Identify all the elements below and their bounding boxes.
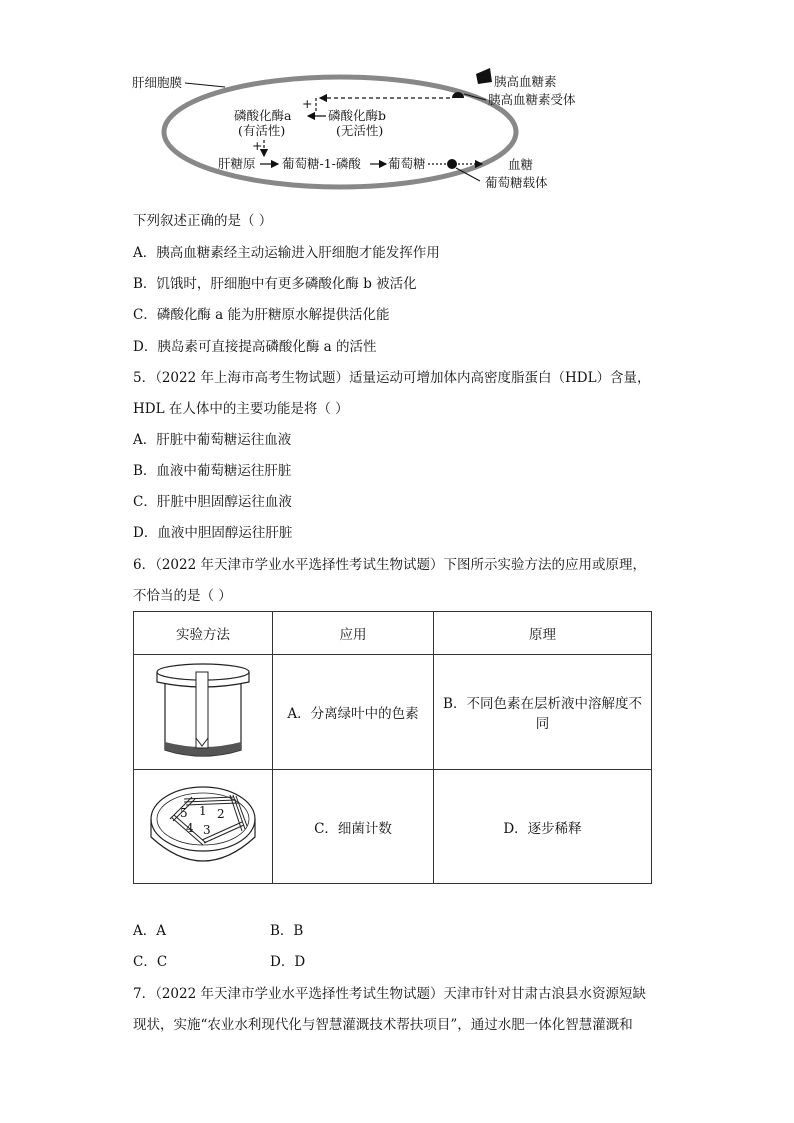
q6-answer-d: D．D (270, 954, 306, 970)
chromatography-beaker-icon (148, 658, 258, 762)
q6-stem-line1: 6．（2022 年天津市学业水平选择性考试生物试题）下图所示实验方法的应用或原理， (133, 557, 646, 573)
row1-application: A．分离绿叶中的色素 (273, 655, 434, 770)
q5-option-d: D．血液中胆固醇运往肝脏 (133, 525, 293, 541)
header-principle: 原理 (434, 612, 652, 655)
enzyme-a-state: (有活性) (238, 123, 286, 138)
plus-sign-1: + (302, 96, 313, 111)
q7-stem-line1: 7．（2022 年天津市学业水平选择性考试生物试题）天津市针对甘肃古浪县水资源短缺 (133, 986, 646, 1002)
enzyme-b-state: (无活性) (336, 123, 384, 138)
q5-option-a: A．肝脏中葡萄糖运往血液 (133, 432, 292, 448)
header-application: 应用 (273, 612, 434, 655)
q4-option-c: C．磷酸化酶 a 能为肝糖原水解提供活化能 (133, 307, 390, 323)
streak-plate-cell (134, 770, 273, 884)
q4-stem: 下列叙述正确的是（ ） (133, 213, 273, 229)
plate-number-1: 1 (199, 803, 207, 818)
plate-number-4: 4 (186, 820, 194, 835)
row2-application: C．细菌计数 (273, 770, 434, 884)
glucose-carrier-dot (447, 159, 457, 169)
glucagon-label: 胰高血糖素 (494, 74, 557, 89)
streak-plate-icon (144, 775, 262, 875)
glucagon-shape (476, 68, 492, 84)
q6-stem-line2: 不恰当的是（ ） (133, 588, 232, 604)
q4-option-d: D．胰岛素可直接提高磷酸化酶 a 的活性 (133, 339, 377, 355)
plate-number-5: 5 (180, 805, 188, 820)
q5-option-b: B．血液中葡萄糖运往肝脏 (133, 463, 292, 479)
glucagon-signaling-diagram (130, 60, 600, 200)
glucose-label: 葡萄糖 (388, 156, 426, 171)
q6-answer-b: B．B (270, 923, 304, 939)
chromatography-cell (134, 655, 273, 770)
glucose-carrier-label: 葡萄糖载体 (485, 175, 548, 190)
g1p-label: 葡萄糖-1-磷酸 (282, 156, 361, 171)
plate-number-2: 2 (217, 806, 225, 821)
glycogen-label: 肝糖原 (218, 156, 256, 171)
q4-option-b: B．饥饿时，肝细胞中有更多磷酸化酶 b 被活化 (133, 276, 417, 292)
q5-option-c: C．肝脏中胆固醇运往血液 (133, 494, 292, 510)
row2-principle: D．逐步稀释 (434, 770, 652, 884)
plate-number-3: 3 (203, 822, 211, 837)
q6-answer-c: C．C (133, 954, 168, 970)
enzyme-b: 磷酸化酶b (328, 108, 387, 123)
header-method: 实验方法 (134, 612, 273, 655)
receptor-label: 胰高血糖素受体 (488, 92, 576, 107)
enzyme-a: 磷酸化酶a (234, 108, 292, 123)
q6-answer-a: A．A (133, 923, 166, 939)
q7-stem-line2: 现状，实施“农业水利现代化与智慧灌溉技术帮扶项目”，通过水肥一体化智慧灌溉和 (133, 1017, 633, 1033)
plus-sign-2: + (252, 138, 263, 153)
q5-stem-line1: 5．（2022 年上海市高考生物试题）适量运动可增加体内高密度脂蛋白（HDL）含量， (133, 370, 651, 386)
q4-option-a: A．胰高血糖素经主动运输进入肝细胞才能发挥作用 (133, 245, 440, 261)
q5-stem-line2: HDL 在人体中的主要功能是将（ ） (133, 401, 349, 417)
row1-principle: B．不同色素在层析液中溶解度不同 (434, 655, 652, 770)
membrane-label: 肝细胞膜 (132, 75, 183, 90)
blood-sugar-label: 血糖 (508, 157, 534, 172)
q6-table (133, 611, 652, 884)
